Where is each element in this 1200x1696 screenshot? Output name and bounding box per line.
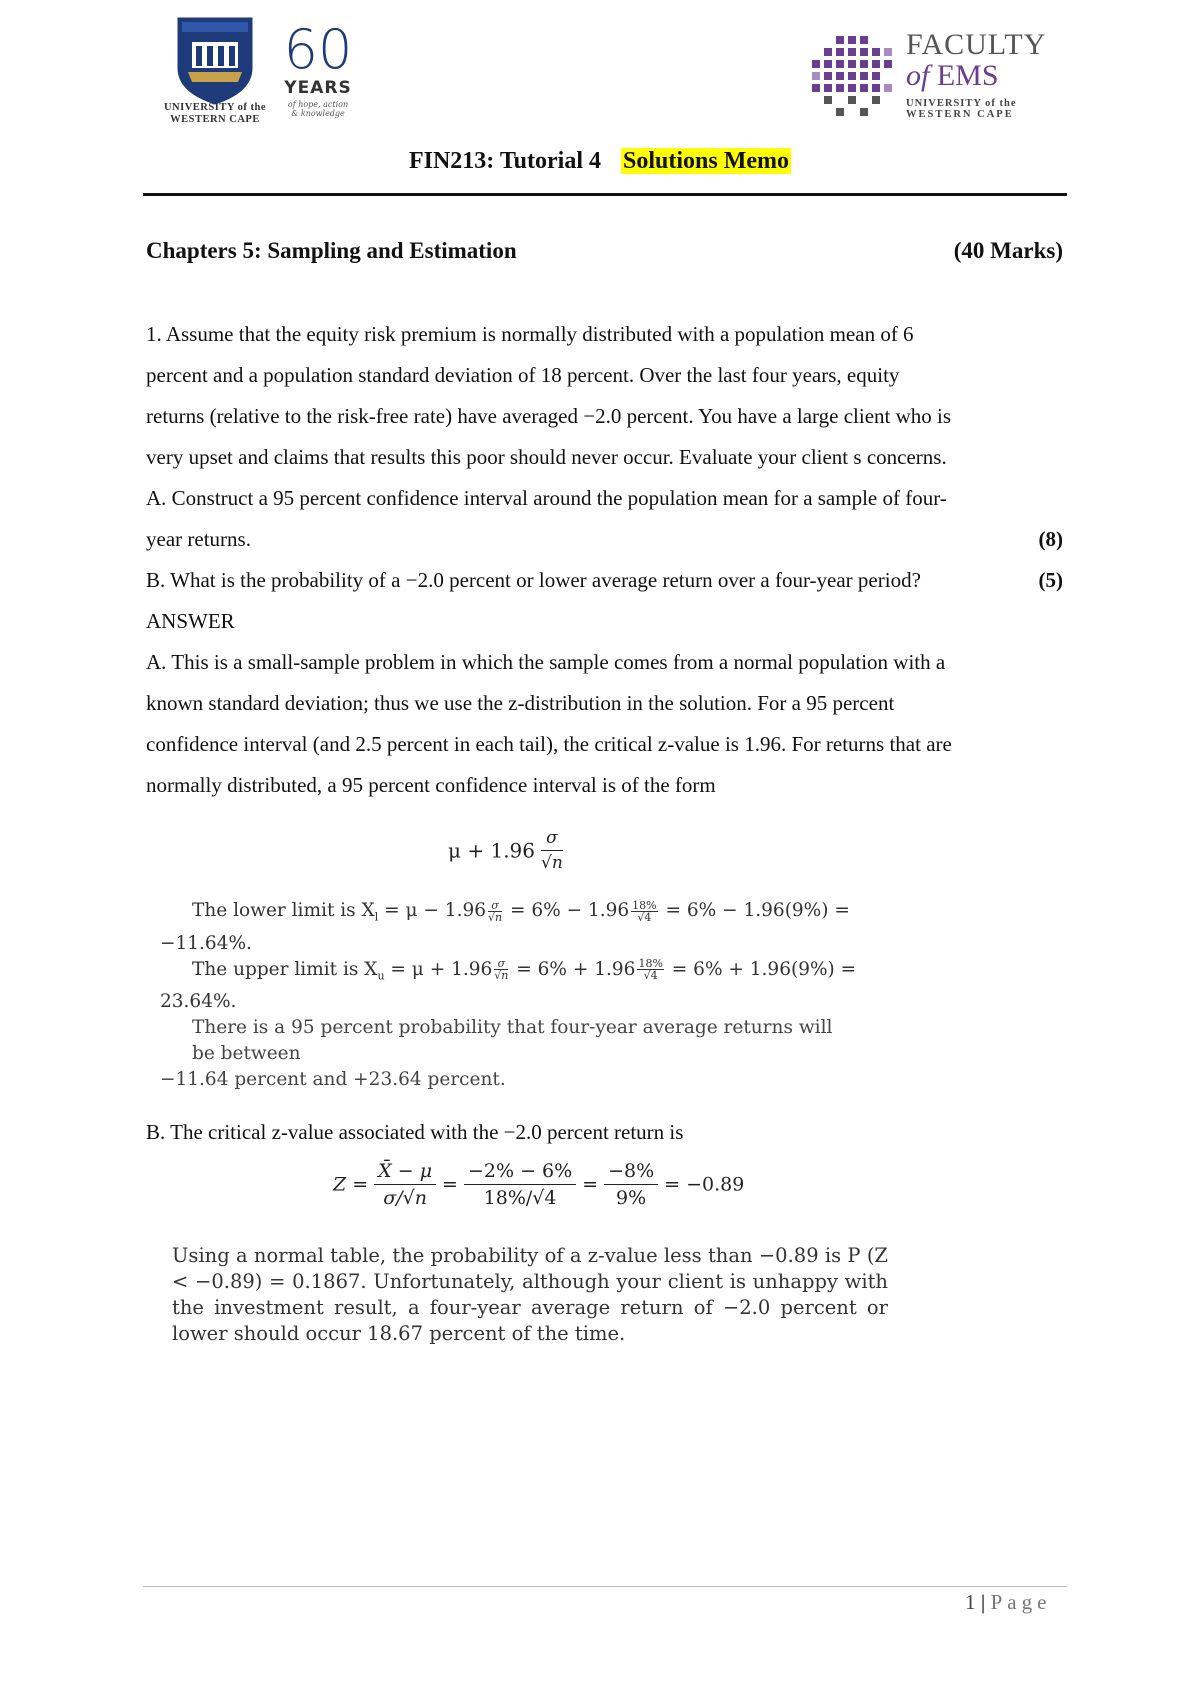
- uwc-logo-text-2: WESTERN CAPE: [170, 114, 260, 125]
- question-line: 1. Assume that the equity risk premium is normally distributed with a population mean of 6: [146, 322, 914, 346]
- z-frac1-den: σ/√n: [383, 1187, 427, 1209]
- question-line: percent and a population standard deviation of 18 percent. Over the last four years, equity: [146, 363, 900, 387]
- part-a-line: A. Construct a 95 percent confidence interval around the population mean for a sample of four-: [146, 486, 947, 510]
- probability-line: −11.64 percent and +23.64 percent.: [160, 1069, 506, 1091]
- question-line: returns (relative to the risk-free rate) have averaged −2.0 percent. You have a large client who is: [146, 404, 952, 428]
- lower-limit-result: −11.64%.: [160, 932, 252, 954]
- part-b-answer: [146, 1112, 1063, 1153]
- total-marks: (40 Marks): [953, 238, 1063, 263]
- question-line: very upset and claims that results this poor should never occur. Evaluate your client s concerns.: [146, 445, 947, 469]
- upper-limit-result: 23.64%.: [160, 991, 237, 1013]
- page-number: [965, 1590, 1051, 1615]
- upper-limit-text: The upper limit is X: [192, 958, 378, 980]
- frac-18-den: √4: [643, 969, 658, 983]
- ems-dot-grid-icon: [810, 32, 896, 118]
- page-number-value: 1: [965, 1590, 976, 1614]
- z-frac1-num: X̄ − μ: [374, 1160, 436, 1185]
- upper-limit-mu: = μ + 1.96: [384, 958, 493, 980]
- answer-line: confidence interval (and 2.5 percent in each tail), the critical z-value is 1.96. For returns that are: [146, 732, 952, 756]
- z-formula-result: = −0.89: [664, 1173, 745, 1196]
- frac-18-den: √4: [637, 910, 652, 924]
- answer-line: known standard deviation; thus we use the z-distribution in the solution. For a 95 percent: [146, 691, 895, 715]
- probability-line: There is a 95 percent probability that four-year average returns will be between: [192, 1017, 833, 1065]
- upper-limit-value: = 6% + 1.96: [510, 958, 636, 980]
- page-separator: |: [980, 1590, 986, 1614]
- sixty-number: 60: [283, 18, 353, 81]
- ci-formula-denominator: √n: [541, 853, 563, 873]
- course-title: FIN213: Tutorial 4: [408, 148, 601, 174]
- part-a-marks: (8): [1038, 527, 1063, 551]
- frac-18-num: 18%: [632, 898, 657, 912]
- z-formula-z: Z =: [333, 1173, 369, 1196]
- chapter-title: Chapters 5: Sampling and Estimation: [146, 238, 517, 263]
- sixty-years-label: YEARS: [284, 78, 352, 98]
- part-b-text: B. What is the probability of a −2.0 percent or lower average return over a four-year period?: [146, 568, 921, 592]
- z-formula-eq: =: [442, 1173, 458, 1196]
- upper-limit-calc: = 6% + 1.96(9%) =: [665, 958, 857, 980]
- faculty-ems-logo: [810, 28, 1070, 128]
- sixty-years-logo: [278, 18, 358, 134]
- part-b-line: [146, 560, 1063, 601]
- lower-limit-calc: = 6% − 1.96(9%) =: [659, 900, 850, 921]
- ems-university-text-1: UNIVERSITY of the: [906, 98, 1017, 109]
- ems-of-label: of: [906, 59, 930, 92]
- ems-university-text-2: WESTERN CAPE: [906, 109, 1014, 120]
- frac-sigma-num: σ: [494, 958, 508, 970]
- lower-limit-line: [160, 898, 860, 931]
- answer-label: ANSWER: [146, 609, 235, 633]
- probability-note: Using a normal table, the probability of a z-value less than −0.89 is P (Z < −0.89) = 0.1867. Unfortunately, although your client is unhappy with the investment result, a four-year average return of −2.0 percent or lower should occur 18.67 percent of the time.: [172, 1244, 888, 1345]
- page-label: Page: [990, 1590, 1052, 1614]
- frac-sigma-num: σ: [488, 900, 502, 912]
- part-a-line: [146, 519, 1063, 560]
- solutions-memo-label: Solutions Memo: [623, 148, 790, 174]
- answer-line: normally distributed, a 95 percent confidence interval is of the form: [146, 773, 716, 797]
- ems-faculty-label: FACULTY: [906, 28, 1047, 61]
- uwc-logo-text-1: UNIVERSITY of the: [163, 102, 267, 113]
- answer-line: A. This is a small-sample problem in which the sample comes from a normal population with a: [146, 650, 946, 674]
- ci-formula: [448, 828, 569, 873]
- ci-formula-numerator: σ: [541, 828, 563, 851]
- lower-limit-text: The lower limit is X: [192, 900, 375, 921]
- part-b-marks: (5): [1038, 568, 1063, 592]
- upper-limit-sub: u: [377, 969, 385, 983]
- header-divider: [143, 193, 1067, 196]
- z-formula-eq: =: [582, 1173, 599, 1196]
- ci-formula-mu: μ + 1.96: [448, 838, 536, 863]
- question-block: [146, 314, 1063, 806]
- frac-18-num: 18%: [638, 957, 663, 971]
- sixty-tagline: of hope, action & knowledge: [287, 100, 349, 118]
- document-title: [0, 148, 1200, 175]
- z-formula: [333, 1160, 744, 1209]
- z-frac2-num: −2% − 6%: [464, 1160, 576, 1185]
- uwc-logo: [160, 14, 270, 134]
- upper-limit-line: [160, 957, 860, 990]
- lower-limit-mu: = μ − 1.96: [378, 900, 486, 921]
- limits-block: [160, 898, 860, 1093]
- frac-sigma-den: √n: [494, 969, 509, 983]
- part-a-text: year returns.: [146, 527, 251, 551]
- ems-ems-label: EMS: [936, 59, 999, 92]
- footer-divider: [143, 1586, 1067, 1587]
- lower-limit-value: = 6% − 1.96: [504, 900, 630, 921]
- part-b-answer-line: B. The critical z-value associated with the −2.0 percent return is: [146, 1120, 684, 1144]
- frac-sigma-den: √n: [488, 910, 503, 924]
- z-frac3-num: −8%: [604, 1160, 658, 1185]
- lower-limit-sub: l: [374, 910, 379, 924]
- z-frac2-den: 18%/√4: [483, 1187, 557, 1209]
- chapter-heading: [146, 238, 1063, 264]
- z-frac3-den: 9%: [616, 1187, 647, 1209]
